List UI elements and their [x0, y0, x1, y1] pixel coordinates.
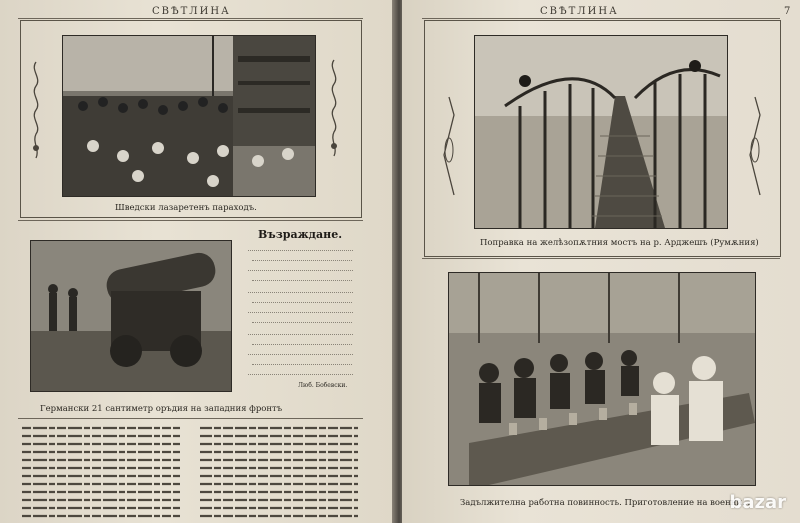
header-rule: [18, 18, 363, 19]
divider: [18, 220, 363, 221]
ornament-icon: [326, 58, 342, 158]
poem-title: Възраждане.: [258, 228, 343, 241]
photo-bridge-repair: [474, 35, 728, 229]
left-page: [0, 0, 396, 523]
body-text-column-left: [22, 424, 180, 518]
body-text-column-right: [200, 424, 358, 518]
caption-factory-workers: Задължителна работна повинность. Приготовление на военни...: [460, 498, 751, 508]
ornament-icon: [442, 95, 456, 205]
caption-hospital-ship: Шведски лазаретенъ параходъ.: [115, 203, 257, 213]
caption-cannon: Германски 21 сантиметр оръдия на западния фронтъ: [40, 404, 283, 414]
photo-factory-workers: [448, 272, 756, 486]
ornament-icon: [28, 60, 44, 160]
divider: [18, 418, 363, 419]
photo-cannon: [30, 240, 232, 392]
page-number: 7: [784, 6, 791, 17]
photo-hospital-ship: [62, 35, 316, 197]
divider: [422, 258, 780, 259]
caption-bridge-repair: Поправка на желѣзопѫтния мостъ на р. Арджешъ (Румѫния): [480, 238, 759, 248]
brand-watermark: bazar: [729, 492, 786, 513]
right-page: [402, 0, 800, 523]
left-page-header: СВѢТЛИНА: [152, 6, 231, 17]
poem-author: Люб. Бобевски.: [298, 382, 348, 389]
right-page-header: СВѢТЛИНА: [540, 6, 619, 17]
header-rule: [422, 18, 780, 19]
ornament-icon: [748, 95, 762, 205]
